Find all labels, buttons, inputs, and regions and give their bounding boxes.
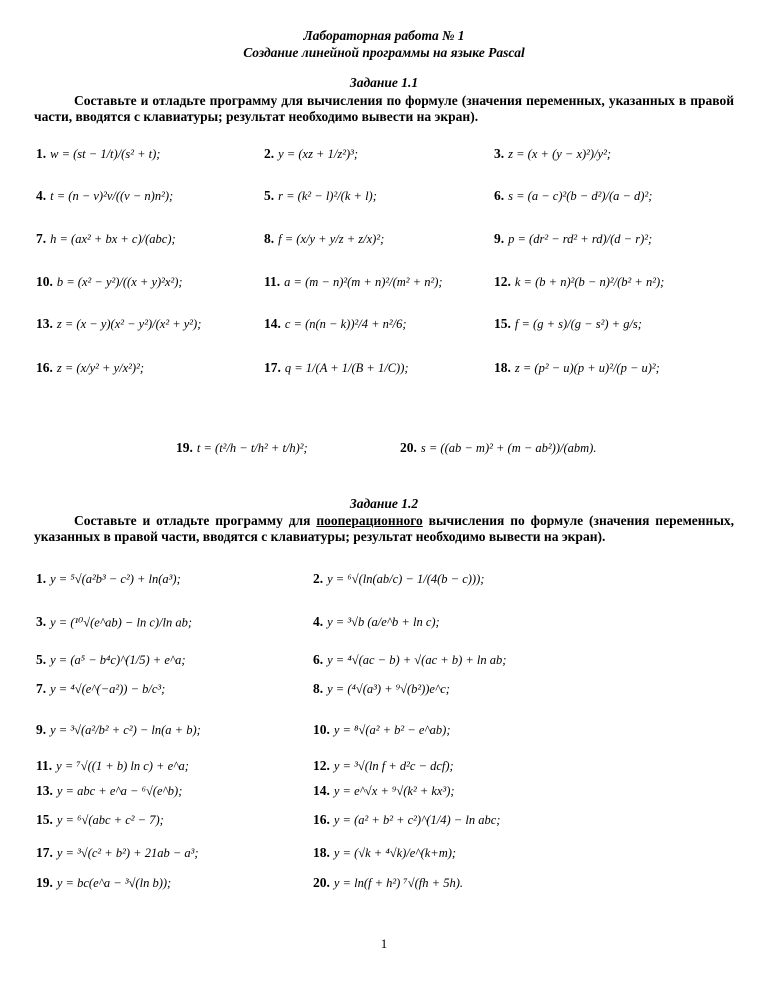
task2-formula-expression: y = (a⁵ − b⁴c)^(1/5) + e^a;	[50, 652, 186, 667]
task2-formula-8	[313, 680, 450, 698]
task1-formula-14	[264, 315, 407, 333]
task1-formula-17	[264, 359, 409, 377]
task1-formula-number: 3.	[494, 146, 505, 162]
task1-formula-expression: b = (x² − y²)/((x + y)²x²);	[56, 274, 183, 289]
task2-formula-expression: y = (¹⁰√(e^ab) − ln c)/ln ab;	[50, 615, 193, 630]
task1-formula-number: 19.	[176, 440, 193, 456]
task2-formula-11	[36, 757, 189, 775]
task1-formula-number: 17.	[264, 360, 281, 376]
task2-formula-number: 15.	[36, 812, 53, 828]
task1-formula-number: 9.	[494, 231, 505, 247]
task2-formula-3	[36, 613, 192, 631]
task2-formula-expression: y = e^√x + ⁹√(k² + kx³);	[333, 783, 455, 798]
task1-formula-6	[494, 187, 652, 205]
task1-formula-expression: p = (dr² − rd² + rd)/(d − r)²;	[508, 231, 653, 246]
task2-formula-number: 9.	[36, 722, 47, 738]
task1-formula-number: 7.	[36, 231, 47, 247]
task1-formula-12	[494, 273, 664, 291]
task2-formula-expression: y = ⁷√((1 + b) ln c) + e^a;	[56, 758, 189, 773]
task1-formula-expression: w = (st − 1/t)/(s² + t);	[50, 146, 161, 161]
task2-formula-number: 17.	[36, 845, 53, 861]
task2-formula-number: 1.	[36, 571, 47, 587]
task2-formula-number: 6.	[313, 652, 324, 668]
task1-formula-expression: z = (x/y² + y/x²)²;	[56, 360, 144, 375]
task1-formula-expression: z = (x − y)(x² − y²)/(x² + y²);	[56, 316, 202, 331]
task1-formula-expression: q = 1/(A + 1/(B + 1/C));	[284, 360, 409, 375]
task2-formula-9	[36, 721, 201, 739]
task2-formula-5	[36, 651, 186, 669]
task1-formula-number: 18.	[494, 360, 511, 376]
task2-text	[34, 513, 734, 545]
task1-formula-number: 8.	[264, 231, 275, 247]
task2-formula-20	[313, 874, 463, 892]
task1-text: Составьте и отладьте программу для вычисления по формуле (значения переменных, указанных в правой части, вводятся с клавиатуры; результат необходимо вывести на экран).	[34, 93, 734, 124]
task1-formula-number: 20.	[400, 440, 417, 456]
task2-text-underlined: пооперационного	[316, 513, 423, 528]
task1-formula-expression: h = (ax² + bx + c)/(abc);	[50, 231, 176, 246]
task1-formula-11	[264, 273, 443, 291]
task2-formula-expression: y = ³√(ln f + d²c − dcf);	[333, 758, 454, 773]
lab-title: Лабораторная работа № 1	[303, 28, 465, 43]
task2-formula-number: 13.	[36, 783, 53, 799]
task2-heading: Задание 1.2	[349, 496, 419, 511]
task2-formula-number: 19.	[36, 875, 53, 891]
task1-formula-3	[494, 145, 611, 163]
task1-formula-number: 11.	[264, 274, 281, 290]
task2-formula-12	[313, 757, 454, 775]
task2-formula-expression: y = ln(f + h²) ⁷√(fh + 5h).	[333, 875, 464, 890]
task1-formula-8	[264, 230, 384, 248]
task1-formula-expression: k = (b + n)²(b − n)²/(b² + n²);	[514, 274, 665, 289]
task1-formula-expression: r = (k² − l)²/(k + l);	[278, 188, 377, 203]
task2-formula-17	[36, 844, 199, 862]
task2-formula-number: 11.	[36, 758, 53, 774]
task2-formula-number: 5.	[36, 652, 47, 668]
task1-formula-expression: y = (xz + 1/z²)³;	[278, 146, 359, 161]
task2-formula-number: 4.	[313, 614, 324, 630]
task2-formula-number: 16.	[313, 812, 330, 828]
task1-formula-number: 6.	[494, 188, 505, 204]
task2-formula-number: 20.	[313, 875, 330, 891]
task2-formula-number: 10.	[313, 722, 330, 738]
task2-formula-number: 7.	[36, 681, 47, 697]
task1-formula-10	[36, 273, 183, 291]
task2-formula-expression: y = ⁴√(e^(−a²)) − b/c³;	[50, 681, 166, 696]
task2-formula-number: 14.	[313, 783, 330, 799]
task1-formula-16	[36, 359, 144, 377]
task1-formula-20	[400, 439, 596, 457]
task1-formula-7	[36, 230, 176, 248]
task2-formula-expression: y = (a² + b² + c²)^(1/4) − ln abc;	[333, 812, 501, 827]
task2-formula-expression: y = abc + e^a − ⁶√(e^b);	[56, 783, 183, 798]
task1-formula-expression: s = (a − c)²(b − d²)/(a − d)²;	[508, 188, 653, 203]
task1-formula-2	[264, 145, 358, 163]
task1-formula-number: 1.	[36, 146, 47, 162]
task2-formula-4	[313, 613, 440, 631]
task2-formula-number: 8.	[313, 681, 324, 697]
task1-heading: Задание 1.1	[349, 75, 419, 90]
task1-formula-18	[494, 359, 660, 377]
task1-formula-19	[176, 439, 308, 457]
task1-formula-number: 13.	[36, 316, 53, 332]
task1-formula-number: 5.	[264, 188, 275, 204]
task2-formula-expression: y = ³√(c² + b²) + 21ab − a³;	[56, 845, 199, 860]
task2-formula-number: 2.	[313, 571, 324, 587]
task1-formula-1	[36, 145, 160, 163]
task2-formula-13	[36, 782, 182, 800]
task1-formula-number: 15.	[494, 316, 511, 332]
task2-formula-expression: y = ⁶√(abc + c² − 7);	[56, 812, 164, 827]
task2-formula-expression: y = ⁶√(ln(ab/c) − 1/(4(b − c)));	[327, 571, 485, 586]
task1-formula-number: 10.	[36, 274, 53, 290]
task2-formula-expression: y = (⁴√(a³) + ⁹√(b²))e^c;	[327, 681, 450, 696]
task2-formula-2	[313, 570, 484, 588]
task2-formula-number: 18.	[313, 845, 330, 861]
task2-formula-15	[36, 811, 164, 829]
task1-formula-number: 14.	[264, 316, 281, 332]
task1-formula-number: 12.	[494, 274, 511, 290]
task1-formula-expression: t = (n − v)²v/((v − n)n²);	[50, 188, 174, 203]
task1-formula-expression: a = (m − n)²(m + n)²/(m² + n²);	[284, 274, 443, 289]
task1-formula-expression: z = (p² − u)(p + u)²/(p − u)²;	[514, 360, 660, 375]
task1-formula-expression: z = (x + (y − x)²)/y²;	[508, 146, 612, 161]
task2-formula-14	[313, 782, 455, 800]
task2-formula-10	[313, 721, 451, 739]
task2-formula-expression: y = ⁴√(ac − b) + √(ac + b) + ln ab;	[327, 652, 507, 667]
task1-formula-expression: c = (n(n − k))²/4 + n²/6;	[284, 316, 407, 331]
task1-formula-number: 2.	[264, 146, 275, 162]
task2-formula-expression: y = (√k + ⁴√k)/e^(k+m);	[333, 845, 457, 860]
task1-formula-expression: t = (t²/h − t/h² + t/h)²;	[196, 440, 308, 455]
task1-formula-5	[264, 187, 377, 205]
task2-formula-18	[313, 844, 456, 862]
task2-formula-7	[36, 680, 165, 698]
task2-formula-6	[313, 651, 506, 669]
task1-formula-4	[36, 187, 173, 205]
page-number: 1	[380, 936, 388, 951]
task2-formula-19	[36, 874, 171, 892]
task1-formula-number: 4.	[36, 188, 47, 204]
task2-formula-16	[313, 811, 500, 829]
task2-formula-expression: y = ⁸√(a² + b² − e^ab);	[333, 722, 451, 737]
lab-subtitle: Создание линейной программы на языке Pascal	[243, 45, 525, 60]
task2-formula-number: 3.	[36, 614, 47, 630]
task1-formula-13	[36, 315, 201, 333]
task1-formula-number: 16.	[36, 360, 53, 376]
task1-formula-15	[494, 315, 642, 333]
task2-formula-1	[36, 570, 181, 588]
task1-formula-expression: s = ((ab − m)² + (m − ab²))/(abm).	[420, 440, 597, 455]
task2-text-after: вычисления по формуле (значения переменных, указанных в правой части, вводятся с клавиатуры; результат необходимо вывести на экран).	[34, 513, 734, 544]
task1-formula-expression: f = (x/y + y/z + z/x)²;	[278, 231, 385, 246]
task2-formula-expression: y = ³√b (a/e^b + ln c);	[327, 614, 440, 629]
task2-formula-number: 12.	[313, 758, 330, 774]
task2-formula-expression: y = ⁵√(a²b³ − c²) + ln(a³);	[50, 571, 181, 586]
task2-formula-expression: y = bc(e^a − ³√(ln b));	[56, 875, 172, 890]
task1-formula-9	[494, 230, 652, 248]
task2-formula-expression: y = ³√(a²/b² + c²) − ln(a + b);	[50, 722, 201, 737]
task2-text-before: Составьте и отладьте программу для	[74, 513, 317, 528]
task1-formula-expression: f = (g + s)/(g − s²) + g/s;	[514, 316, 642, 331]
